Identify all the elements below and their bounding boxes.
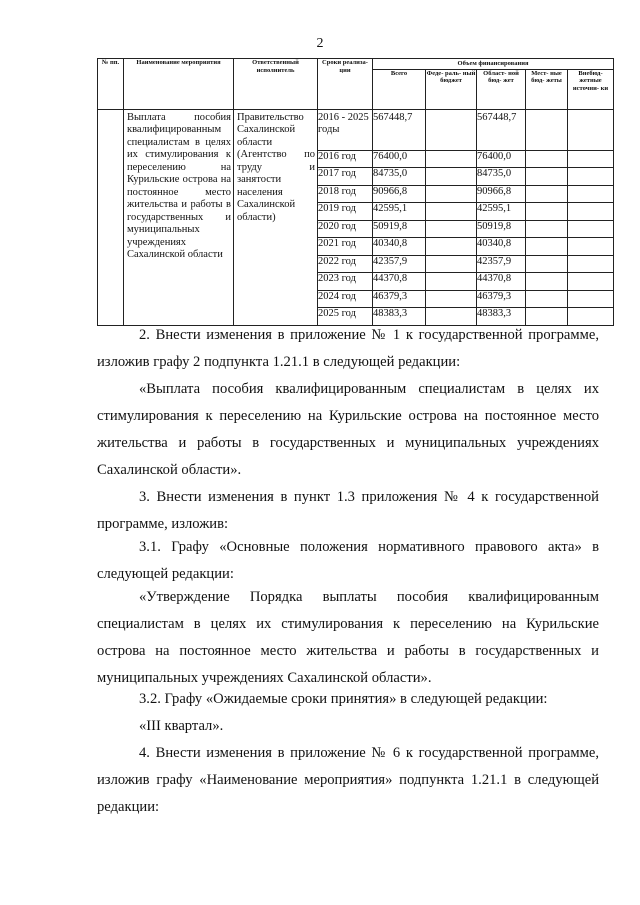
period-cell: 2020 год	[318, 220, 373, 238]
period-cell: 2022 год	[318, 255, 373, 273]
paragraph-2: 2. Внести изменения в приложение № 1 к государственной программе, изложив графу 2 подпункта 1.21.1 в следующей редакции:	[97, 327, 599, 370]
page-number: 2	[316, 36, 324, 51]
period-cell: 2018 год	[318, 185, 373, 203]
period-cell: 2023 год	[318, 273, 373, 291]
extra-cell	[568, 203, 614, 221]
regional-cell: 40340,8	[477, 238, 526, 256]
regional-cell: 46379,3	[477, 290, 526, 308]
total-cell: 42357,9	[373, 255, 426, 273]
header-regional: Област- ной бюд- жет	[477, 69, 526, 109]
federal-cell	[426, 290, 477, 308]
total-cell: 42595,1	[373, 203, 426, 221]
regional-cell: 44370,8	[477, 273, 526, 291]
total-cell: 48383,3	[373, 308, 426, 326]
local-cell	[526, 185, 568, 203]
total-cell: 567448,7	[373, 109, 426, 150]
period-cell: 2019 год	[318, 203, 373, 221]
local-cell	[526, 273, 568, 291]
period-cell: 2017 год	[318, 168, 373, 186]
federal-cell	[426, 185, 477, 203]
paragraph-3-2: 3.2. Графу «Ожидаемые сроки принятия» в следующей редакции:	[139, 691, 548, 707]
local-cell	[526, 203, 568, 221]
federal-cell	[426, 273, 477, 291]
paragraph-3: 3. Внести изменения в пункт 1.3 приложения № 4 к государственной программе, изложив:	[97, 489, 599, 532]
regional-cell: 76400,0	[477, 150, 526, 168]
period-cell: 2016 год	[318, 150, 373, 168]
header-extra: Внебюд- жетные источни- ки	[568, 69, 614, 109]
extra-cell	[568, 290, 614, 308]
header-federal: Феде- раль- ный бюджет	[426, 69, 477, 109]
regional-cell: 42357,9	[477, 255, 526, 273]
regional-cell: 90966,8	[477, 185, 526, 203]
responsible-cell: Правительство Сахалинской области (Агентство по труду и занятости населения Сахалинской области)	[234, 109, 318, 325]
extra-cell	[568, 168, 614, 186]
federal-cell	[426, 238, 477, 256]
extra-cell	[568, 185, 614, 203]
federal-cell	[426, 255, 477, 273]
extra-cell	[568, 255, 614, 273]
period-cell: 2016 - 2025 годы	[318, 109, 373, 150]
period-cell: 2021 год	[318, 238, 373, 256]
header-num: № пп.	[98, 59, 124, 110]
local-cell	[526, 150, 568, 168]
local-cell	[526, 168, 568, 186]
federal-cell	[426, 203, 477, 221]
measure-name-cell: Выплата пособия квалифицированным специалистам в целях их стимулирования к переселению на Курильские острова на постоянное место жительства и работы в государственных и муниципальных учреждениях Сахалинской области	[124, 109, 234, 325]
total-cell: 76400,0	[373, 150, 426, 168]
cell-num	[98, 109, 124, 325]
header-funding-group: Объем финансирования	[373, 59, 614, 70]
extra-cell	[568, 150, 614, 168]
regional-cell: 50919,8	[477, 220, 526, 238]
extra-cell	[568, 273, 614, 291]
period-cell: 2024 год	[318, 290, 373, 308]
total-cell: 84735,0	[373, 168, 426, 186]
paragraph-3-2-quote: «III квартал».	[139, 718, 224, 734]
total-cell: 90966,8	[373, 185, 426, 203]
paragraph-2-quote: «Выплата пособия квалифицированным специалистам в целях их стимулирования к переселению на Курильские острова на постоянное место жительства и работы в государственных и муниципальных учреждениях Сахалинской области».	[97, 381, 599, 478]
total-cell: 44370,8	[373, 273, 426, 291]
regional-cell: 48383,3	[477, 308, 526, 326]
local-cell	[526, 255, 568, 273]
header-total: Всего	[373, 69, 426, 109]
header-name: Наименование мероприятия	[124, 59, 234, 110]
regional-cell: 84735,0	[477, 168, 526, 186]
local-cell	[526, 220, 568, 238]
local-cell	[526, 238, 568, 256]
local-cell	[526, 109, 568, 150]
funding-table	[97, 58, 614, 326]
extra-cell	[568, 220, 614, 238]
paragraph-3-1-quote: «Утверждение Порядка выплаты пособия квалифицированным специалистам в целях их стимулирования к переселению на Курильские острова на постоянное место жительства и работы в государственных и муниципальных учреждениях Сахалинской области».	[97, 589, 599, 686]
table-row	[98, 109, 614, 150]
header-terms: Сроки реализа- ции	[318, 59, 373, 110]
federal-cell	[426, 220, 477, 238]
paragraph-3-1: 3.1. Графу «Основные положения нормативного правового акта» в следующей редакции:	[97, 539, 599, 582]
local-cell	[526, 290, 568, 308]
regional-cell: 42595,1	[477, 203, 526, 221]
paragraph-4: 4. Внести изменения в приложение № 6 к государственной программе, изложив графу «Наименование мероприятия» подпункта 1.21.1 в следующей редакции:	[97, 745, 599, 815]
regional-cell: 567448,7	[477, 109, 526, 150]
federal-cell	[426, 109, 477, 150]
total-cell: 46379,3	[373, 290, 426, 308]
period-cell: 2025 год	[318, 308, 373, 326]
extra-cell	[568, 109, 614, 150]
federal-cell	[426, 168, 477, 186]
header-responsible: Ответственный исполнитель	[234, 59, 318, 110]
total-cell: 40340,8	[373, 238, 426, 256]
header-local: Мест- ные бюд- жеты	[526, 69, 568, 109]
federal-cell	[426, 150, 477, 168]
total-cell: 50919,8	[373, 220, 426, 238]
extra-cell	[568, 238, 614, 256]
